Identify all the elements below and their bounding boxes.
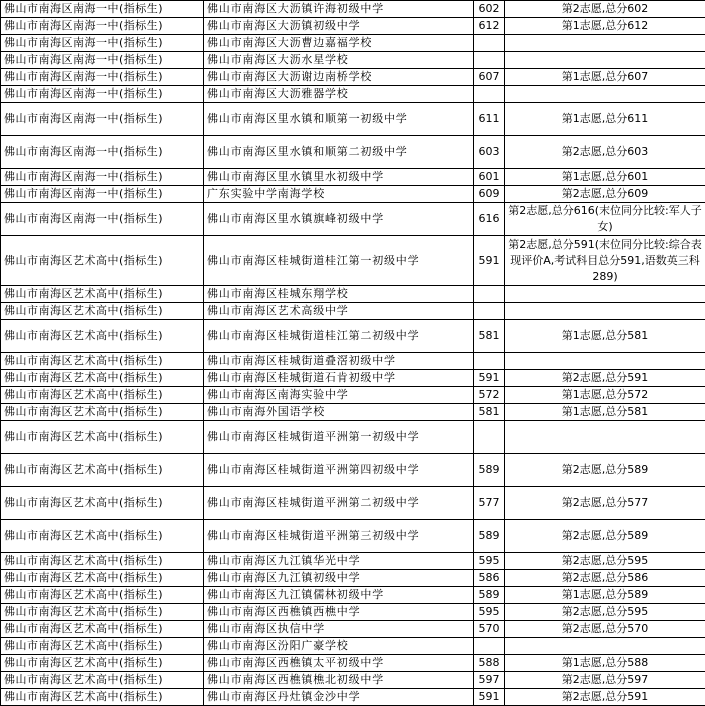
junior-school-cell: 佛山市南海区西樵镇太平初级中学: [204, 655, 474, 672]
score-cell: [474, 52, 505, 69]
score-cell: 581: [474, 320, 505, 353]
score-cell: [474, 35, 505, 52]
table-row: [1, 421, 705, 454]
target-school-cell: 佛山市南海区南海一中(指标生): [1, 86, 204, 103]
table-row: [1, 18, 705, 35]
score-cell: [474, 353, 505, 370]
score-cell: 601: [474, 169, 505, 186]
table-row: [1, 387, 705, 404]
table-row: [1, 136, 705, 169]
target-school-cell: 佛山市南海区艺术高中(指标生): [1, 621, 204, 638]
remark-cell: 第2志愿,总分602: [505, 1, 705, 18]
table-row: [1, 672, 705, 689]
score-cell: 572: [474, 387, 505, 404]
score-cell: 611: [474, 103, 505, 136]
table-row: [1, 621, 705, 638]
junior-school-cell: 佛山市南海区艺术高级中学: [204, 303, 474, 320]
table-row: [1, 69, 705, 86]
target-school-cell: 佛山市南海区艺术高中(指标生): [1, 487, 204, 520]
junior-school-cell: 佛山市南海区大沥曹边嘉福学校: [204, 35, 474, 52]
junior-school-cell: 佛山市南海区九江镇儒林初级中学: [204, 587, 474, 604]
score-cell: 577: [474, 487, 505, 520]
table-row: [1, 370, 705, 387]
remark-cell: 第2志愿,总分591: [505, 370, 705, 387]
junior-school-cell: 佛山市南海区桂城街道平洲第一初级中学: [204, 421, 474, 454]
remark-cell: 第2志愿,总分591: [505, 689, 705, 706]
table-row: [1, 52, 705, 69]
remark-cell: 第2志愿,总分589: [505, 454, 705, 487]
table-row: [1, 587, 705, 604]
junior-school-cell: 佛山市南海区汾阳广豪学校: [204, 638, 474, 655]
remark-cell: 第1志愿,总分612: [505, 18, 705, 35]
target-school-cell: 佛山市南海区南海一中(指标生): [1, 52, 204, 69]
junior-school-cell: 佛山市南海区里水镇里水初级中学: [204, 169, 474, 186]
remark-cell: [505, 421, 705, 454]
target-school-cell: 佛山市南海区南海一中(指标生): [1, 169, 204, 186]
junior-school-cell: 佛山市南海区执信中学: [204, 621, 474, 638]
table-row: [1, 353, 705, 370]
score-cell: 589: [474, 587, 505, 604]
score-cell: 581: [474, 404, 505, 421]
junior-school-cell: 佛山市南海区西樵镇西樵中学: [204, 604, 474, 621]
score-cell: [474, 303, 505, 320]
table-row: [1, 86, 705, 103]
target-school-cell: 佛山市南海区艺术高中(指标生): [1, 286, 204, 303]
table-row: [1, 186, 705, 203]
remark-cell: 第2志愿,总分609: [505, 186, 705, 203]
remark-cell: [505, 286, 705, 303]
table-row: [1, 404, 705, 421]
table-row: [1, 487, 705, 520]
target-school-cell: 佛山市南海区南海一中(指标生): [1, 203, 204, 236]
table-row: [1, 169, 705, 186]
table-row: [1, 35, 705, 52]
score-cell: 570: [474, 621, 505, 638]
score-cell: 616: [474, 203, 505, 236]
score-cell: 591: [474, 370, 505, 387]
table-row: [1, 553, 705, 570]
score-cell: 607: [474, 69, 505, 86]
remark-cell: [505, 35, 705, 52]
remark-cell: 第1志愿,总分581: [505, 320, 705, 353]
target-school-cell: 佛山市南海区艺术高中(指标生): [1, 587, 204, 604]
junior-school-cell: 佛山市南海区桂城街道平洲第四初级中学: [204, 454, 474, 487]
table-row: [1, 236, 705, 286]
remark-cell: 第1志愿,总分588: [505, 655, 705, 672]
score-cell: [474, 638, 505, 655]
junior-school-cell: 佛山市南海外国语学校: [204, 404, 474, 421]
remark-cell: 第1志愿,总分601: [505, 169, 705, 186]
remark-cell: 第1志愿,总分589: [505, 587, 705, 604]
target-school-cell: 佛山市南海区南海一中(指标生): [1, 69, 204, 86]
remark-cell: [505, 303, 705, 320]
remark-cell: 第1志愿,总分572: [505, 387, 705, 404]
remark-cell: 第1志愿,总分611: [505, 103, 705, 136]
score-cell: 603: [474, 136, 505, 169]
remark-cell: [505, 353, 705, 370]
junior-school-cell: 佛山市南海区大沥水星学校: [204, 52, 474, 69]
score-cell: 609: [474, 186, 505, 203]
target-school-cell: 佛山市南海区艺术高中(指标生): [1, 672, 204, 689]
target-school-cell: 佛山市南海区艺术高中(指标生): [1, 638, 204, 655]
junior-school-cell: 佛山市南海区大沥镇初级中学: [204, 18, 474, 35]
score-cell: 589: [474, 454, 505, 487]
target-school-cell: 佛山市南海区艺术高中(指标生): [1, 320, 204, 353]
table-row: [1, 103, 705, 136]
target-school-cell: 佛山市南海区艺术高中(指标生): [1, 454, 204, 487]
remark-cell: 第1志愿,总分581: [505, 404, 705, 421]
score-cell: 595: [474, 553, 505, 570]
table-row: [1, 1, 705, 18]
score-cell: 591: [474, 236, 505, 286]
remark-cell: 第2志愿,总分616(末位同分比较:军人子女): [505, 203, 705, 236]
target-school-cell: 佛山市南海区艺术高中(指标生): [1, 570, 204, 587]
score-cell: 586: [474, 570, 505, 587]
table-row: [1, 638, 705, 655]
remark-cell: 第2志愿,总分591(末位同分比较:综合表现评价A,考试科目总分591,语数英三科289): [505, 236, 705, 286]
score-cell: 612: [474, 18, 505, 35]
table-row: [1, 303, 705, 320]
remark-cell: [505, 86, 705, 103]
table-row: [1, 320, 705, 353]
table-row: [1, 689, 705, 706]
target-school-cell: 佛山市南海区艺术高中(指标生): [1, 236, 204, 286]
remark-cell: 第2志愿,总分589: [505, 520, 705, 553]
admission-table-body: [1, 1, 705, 706]
target-school-cell: 佛山市南海区南海一中(指标生): [1, 35, 204, 52]
score-cell: 588: [474, 655, 505, 672]
target-school-cell: 佛山市南海区艺术高中(指标生): [1, 421, 204, 454]
remark-cell: 第2志愿,总分586: [505, 570, 705, 587]
target-school-cell: 佛山市南海区艺术高中(指标生): [1, 553, 204, 570]
junior-school-cell: 佛山市南海区里水镇和顺第一初级中学: [204, 103, 474, 136]
target-school-cell: 佛山市南海区艺术高中(指标生): [1, 689, 204, 706]
junior-school-cell: 佛山市南海区大沥谢边南桥学校: [204, 69, 474, 86]
remark-cell: 第2志愿,总分570: [505, 621, 705, 638]
remark-cell: 第2志愿,总分595: [505, 553, 705, 570]
score-cell: [474, 421, 505, 454]
target-school-cell: 佛山市南海区艺术高中(指标生): [1, 520, 204, 553]
target-school-cell: 佛山市南海区艺术高中(指标生): [1, 370, 204, 387]
remark-cell: 第2志愿,总分603: [505, 136, 705, 169]
junior-school-cell: 佛山市南海区桂城街道平洲第三初级中学: [204, 520, 474, 553]
junior-school-cell: 广东实验中学南海学校: [204, 186, 474, 203]
score-cell: 597: [474, 672, 505, 689]
junior-school-cell: 佛山市南海区丹灶镇金沙中学: [204, 689, 474, 706]
table-row: [1, 655, 705, 672]
remark-cell: [505, 638, 705, 655]
target-school-cell: 佛山市南海区艺术高中(指标生): [1, 604, 204, 621]
table-row: [1, 520, 705, 553]
junior-school-cell: 佛山市南海区桂城街道桂江第一初级中学: [204, 236, 474, 286]
target-school-cell: 佛山市南海区南海一中(指标生): [1, 103, 204, 136]
remark-cell: 第1志愿,总分607: [505, 69, 705, 86]
target-school-cell: 佛山市南海区南海一中(指标生): [1, 136, 204, 169]
remark-cell: 第2志愿,总分595: [505, 604, 705, 621]
target-school-cell: 佛山市南海区艺术高中(指标生): [1, 387, 204, 404]
table-row: [1, 454, 705, 487]
junior-school-cell: 佛山市南海区西樵镇樵北初级中学: [204, 672, 474, 689]
score-cell: 602: [474, 1, 505, 18]
table-row: [1, 604, 705, 621]
target-school-cell: 佛山市南海区南海一中(指标生): [1, 186, 204, 203]
score-cell: 595: [474, 604, 505, 621]
score-cell: 591: [474, 689, 505, 706]
target-school-cell: 佛山市南海区艺术高中(指标生): [1, 353, 204, 370]
junior-school-cell: 佛山市南海区桂城东翔学校: [204, 286, 474, 303]
junior-school-cell: 佛山市南海区桂城街道桂江第二初级中学: [204, 320, 474, 353]
target-school-cell: 佛山市南海区艺术高中(指标生): [1, 655, 204, 672]
score-cell: 589: [474, 520, 505, 553]
score-cell: [474, 286, 505, 303]
remark-cell: [505, 52, 705, 69]
table-row: [1, 570, 705, 587]
junior-school-cell: 佛山市南海区南海实验中学: [204, 387, 474, 404]
junior-school-cell: 佛山市南海区大沥雅器学校: [204, 86, 474, 103]
target-school-cell: 佛山市南海区南海一中(指标生): [1, 1, 204, 18]
junior-school-cell: 佛山市南海区九江镇华光中学: [204, 553, 474, 570]
target-school-cell: 佛山市南海区南海一中(指标生): [1, 18, 204, 35]
junior-school-cell: 佛山市南海区里水镇和顺第二初级中学: [204, 136, 474, 169]
table-row: [1, 286, 705, 303]
target-school-cell: 佛山市南海区艺术高中(指标生): [1, 404, 204, 421]
junior-school-cell: 佛山市南海区大沥镇许海初级中学: [204, 1, 474, 18]
target-school-cell: 佛山市南海区艺术高中(指标生): [1, 303, 204, 320]
junior-school-cell: 佛山市南海区桂城街道叠滘初级中学: [204, 353, 474, 370]
junior-school-cell: 佛山市南海区里水镇旗峰初级中学: [204, 203, 474, 236]
remark-cell: 第2志愿,总分597: [505, 672, 705, 689]
score-cell: [474, 86, 505, 103]
junior-school-cell: 佛山市南海区桂城街道平洲第二初级中学: [204, 487, 474, 520]
table-row: [1, 203, 705, 236]
remark-cell: 第2志愿,总分577: [505, 487, 705, 520]
junior-school-cell: 佛山市南海区桂城街道石肯初级中学: [204, 370, 474, 387]
junior-school-cell: 佛山市南海区九江镇初级中学: [204, 570, 474, 587]
